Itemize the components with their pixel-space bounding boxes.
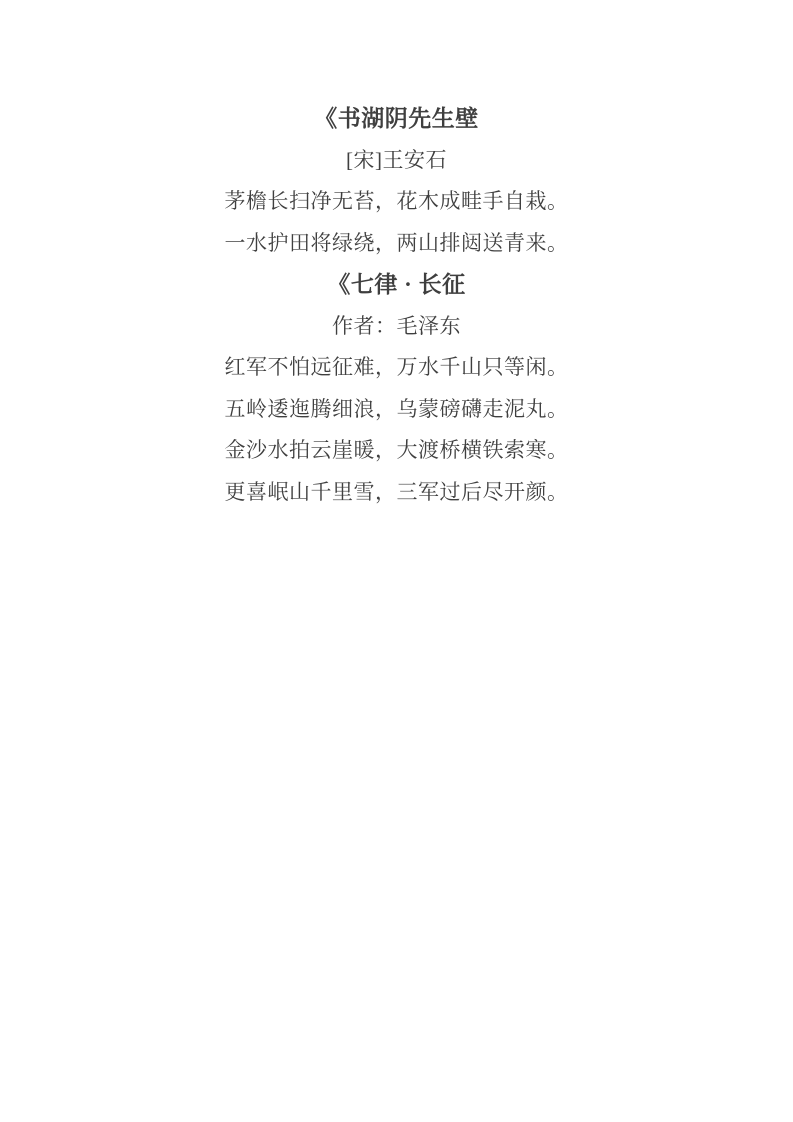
poem-2-author: 作者：毛泽东 bbox=[332, 313, 461, 338]
poem-1-line-1: 茅檐长扫净无苔，花木成畦手自栽。 bbox=[224, 189, 569, 213]
poem-1-title: 《书湖阴先生壁 bbox=[314, 106, 479, 131]
poem-1-line-2: 一水护田将绿绕，两山排闼送青来。 bbox=[224, 230, 569, 255]
poem-2-line-1: 红军不怕远征难，万水千山只等闲。 bbox=[224, 355, 569, 379]
poem-2-line-3: 金沙水拍云崖暖，大渡桥横铁索寒。 bbox=[224, 438, 569, 462]
poem-2-title: 《七律 · 长征 bbox=[327, 272, 466, 297]
poem-2-line-2: 五岭逶迤腾细浪，乌蒙磅礴走泥丸。 bbox=[224, 396, 569, 421]
document-content bbox=[0, 0, 793, 513]
poem-2-line-4: 更喜岷山千里雪，三军过后尽开颜。 bbox=[224, 479, 569, 504]
poem-1-author: [宋]王安石 bbox=[346, 147, 447, 172]
